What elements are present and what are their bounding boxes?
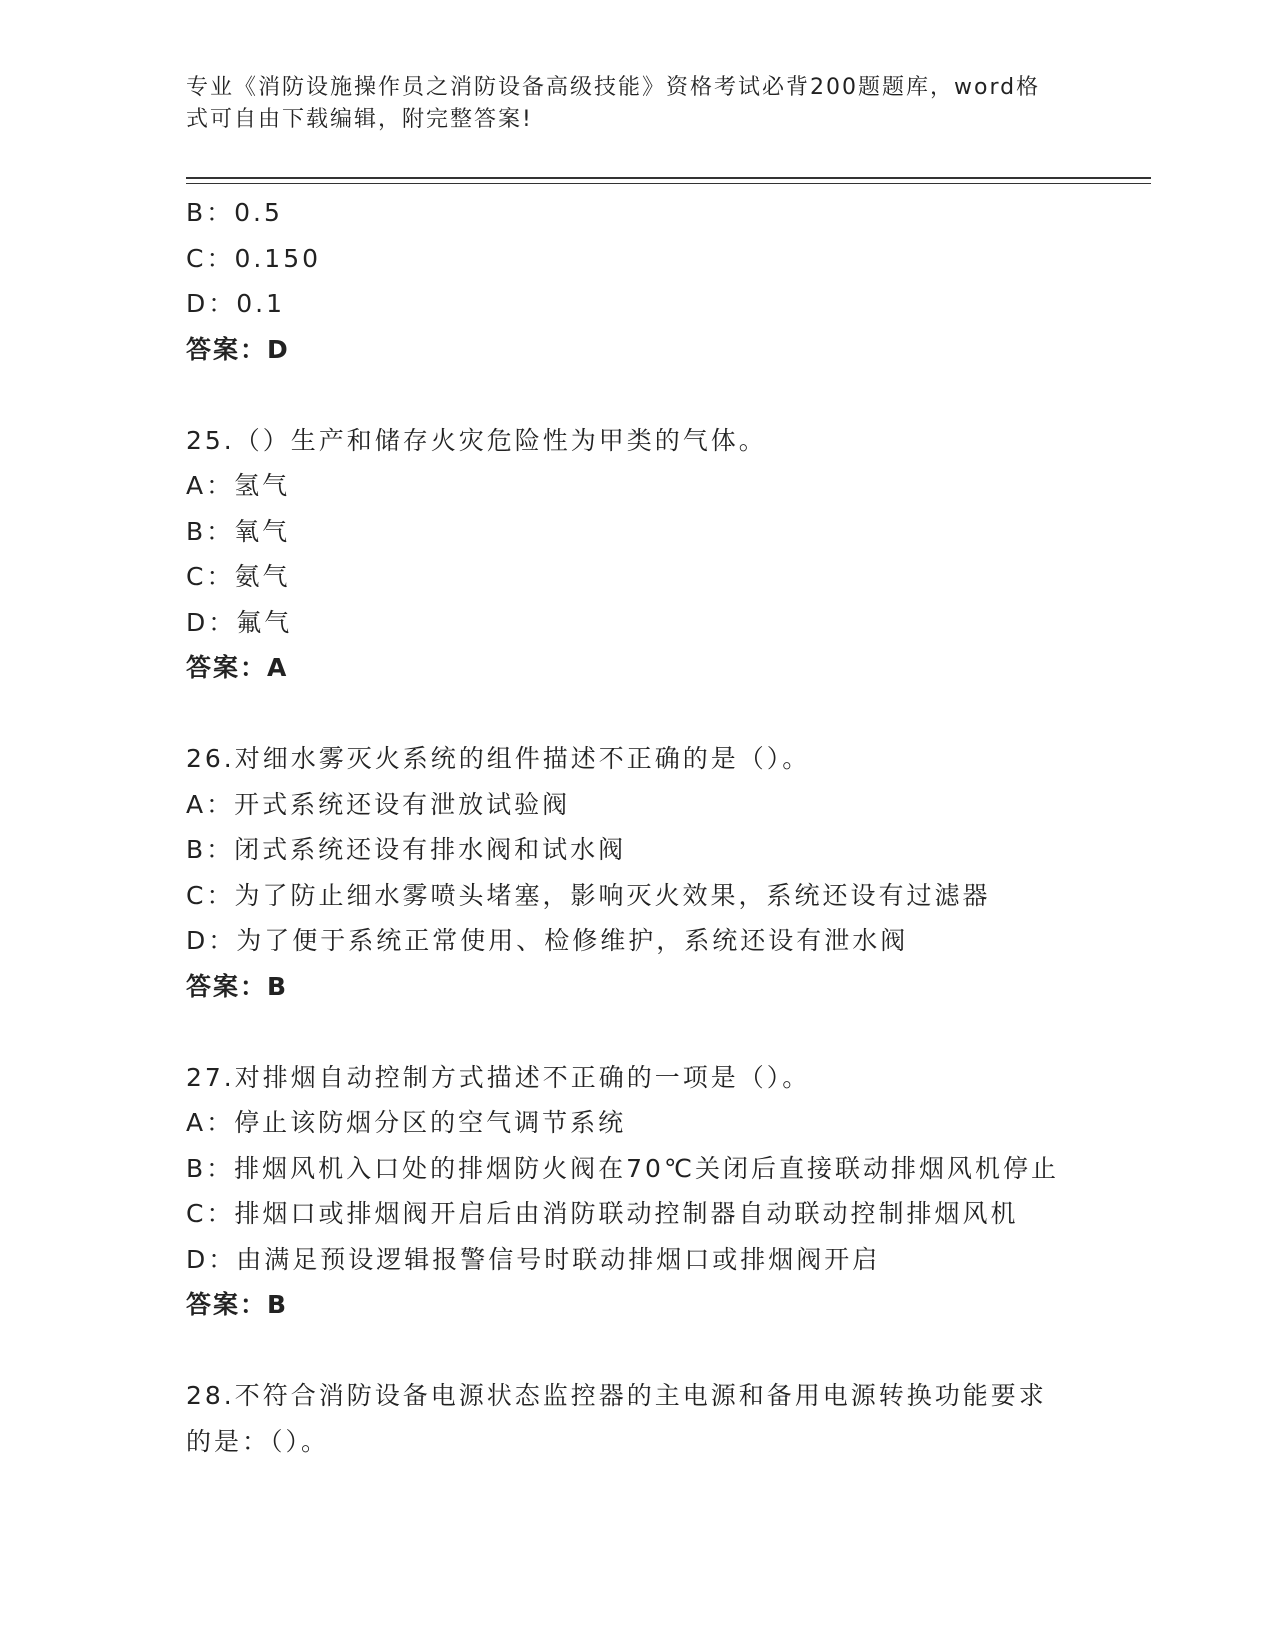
option-c: C：为了防止细水雾喷头堵塞，影响灭火效果，系统还设有过滤器: [186, 880, 991, 910]
option-b: B：排烟风机入口处的排烟防火阀在70℃关闭后直接联动排烟风机停止: [186, 1153, 1060, 1183]
option-d: D：为了便于系统正常使用、检修维护，系统还设有泄水阀: [186, 926, 909, 955]
answer-label: 答案：D: [186, 334, 290, 364]
spacer: [186, 372, 1116, 418]
question-27: [186, 1055, 1116, 1328]
question-stem-line-2: 的是：（）。: [186, 1426, 330, 1456]
answer-label: 答案：B: [186, 971, 289, 1001]
question-28: [186, 1373, 1116, 1464]
header-divider-thick: [186, 177, 1151, 179]
question-stem-line-1: 28.不符合消防设备电源状态监控器的主电源和备用电源转换功能要求: [186, 1381, 1047, 1410]
question-stem: 25.（）生产和储存火灾危险性为甲类的气体。: [186, 425, 767, 455]
question-stem: 27.对排烟自动控制方式描述不正确的一项是（）。: [186, 1062, 811, 1092]
header-title-line-2: 式可自由下载编辑，附完整答案!: [186, 107, 533, 132]
spacer: [186, 1009, 1116, 1055]
option-d: D：0.1: [186, 289, 286, 318]
question-26: [186, 736, 1116, 1009]
question-list: [186, 190, 1116, 1464]
option-d: D：氟气: [186, 607, 293, 637]
option-a: A：开式系统还设有泄放试验阀: [186, 789, 571, 819]
spacer: [186, 691, 1116, 737]
header-title-line-1: 专业《消防设施操作员之消防设备高级技能》资格考试必背200题题库，word格: [186, 75, 1041, 100]
option-d: D：由满足预设逻辑报警信号时联动排烟口或排烟阀开启: [186, 1244, 881, 1274]
option-b: B：氧气: [186, 516, 291, 546]
option-b: B：0.5: [186, 198, 283, 227]
option-a: A：氢气: [186, 471, 291, 500]
question-24-continuation: [186, 190, 1116, 372]
option-c: C：0.150: [186, 243, 322, 273]
answer-label: 答案：A: [186, 653, 289, 682]
question-25: [186, 418, 1116, 691]
document-header: [186, 72, 1086, 136]
option-b: B：闭式系统还设有排水阀和试水阀: [186, 835, 627, 864]
answer-label: 答案：B: [186, 1290, 289, 1319]
header-divider-thin: [186, 183, 1151, 184]
option-c: C：氨气: [186, 562, 291, 591]
option-c: C：排烟口或排烟阀开启后由消防联动控制器自动联动控制排烟风机: [186, 1199, 1019, 1228]
option-a: A：停止该防烟分区的空气调节系统: [186, 1108, 627, 1137]
question-stem: 26.对细水雾灭火系统的组件描述不正确的是（）。: [186, 744, 811, 773]
spacer: [186, 1328, 1116, 1374]
